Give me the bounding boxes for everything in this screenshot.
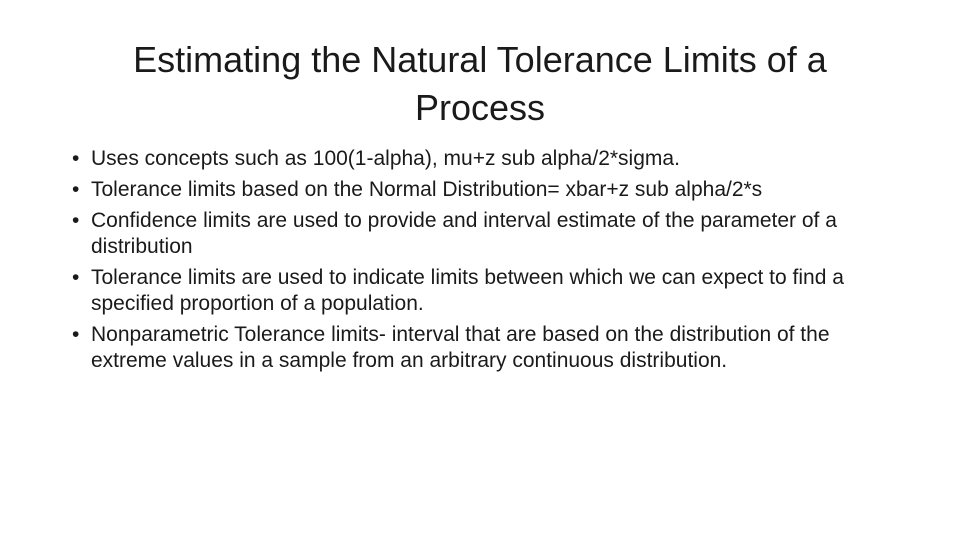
bullet-item [66, 208, 896, 260]
bullet-text: Uses concepts such as 100(1-alpha), mu+z sub alpha/2*sigma. [91, 147, 680, 170]
bullet-icon: • [72, 178, 80, 201]
bullet-text: Tolerance limits based on the Normal Distribution= xbar+z sub alpha/2*s [91, 178, 763, 201]
bullet-item [66, 146, 896, 172]
bullet-list [66, 146, 896, 379]
bullet-icon: • [72, 323, 80, 346]
bullet-text: Confidence limits are used to provide and interval estimate of the parameter of a distribution [91, 209, 837, 258]
bullet-text: Tolerance limits are used to indicate limits between which we can expect to find a specified proportion of a population. [91, 266, 844, 315]
bullet-item [66, 322, 896, 374]
bullet-icon: • [72, 147, 80, 170]
bullet-item [66, 265, 896, 317]
bullet-item [66, 177, 896, 203]
bullet-text: Nonparametric Tolerance limits- interval that are based on the distribution of the extreme values in a sample from an arbitrary continuous distribution. [91, 323, 830, 372]
slide-title: Estimating the Natural Tolerance Limits of a Process [133, 39, 827, 128]
bullet-icon: • [72, 209, 80, 232]
bullet-icon: • [72, 266, 80, 289]
